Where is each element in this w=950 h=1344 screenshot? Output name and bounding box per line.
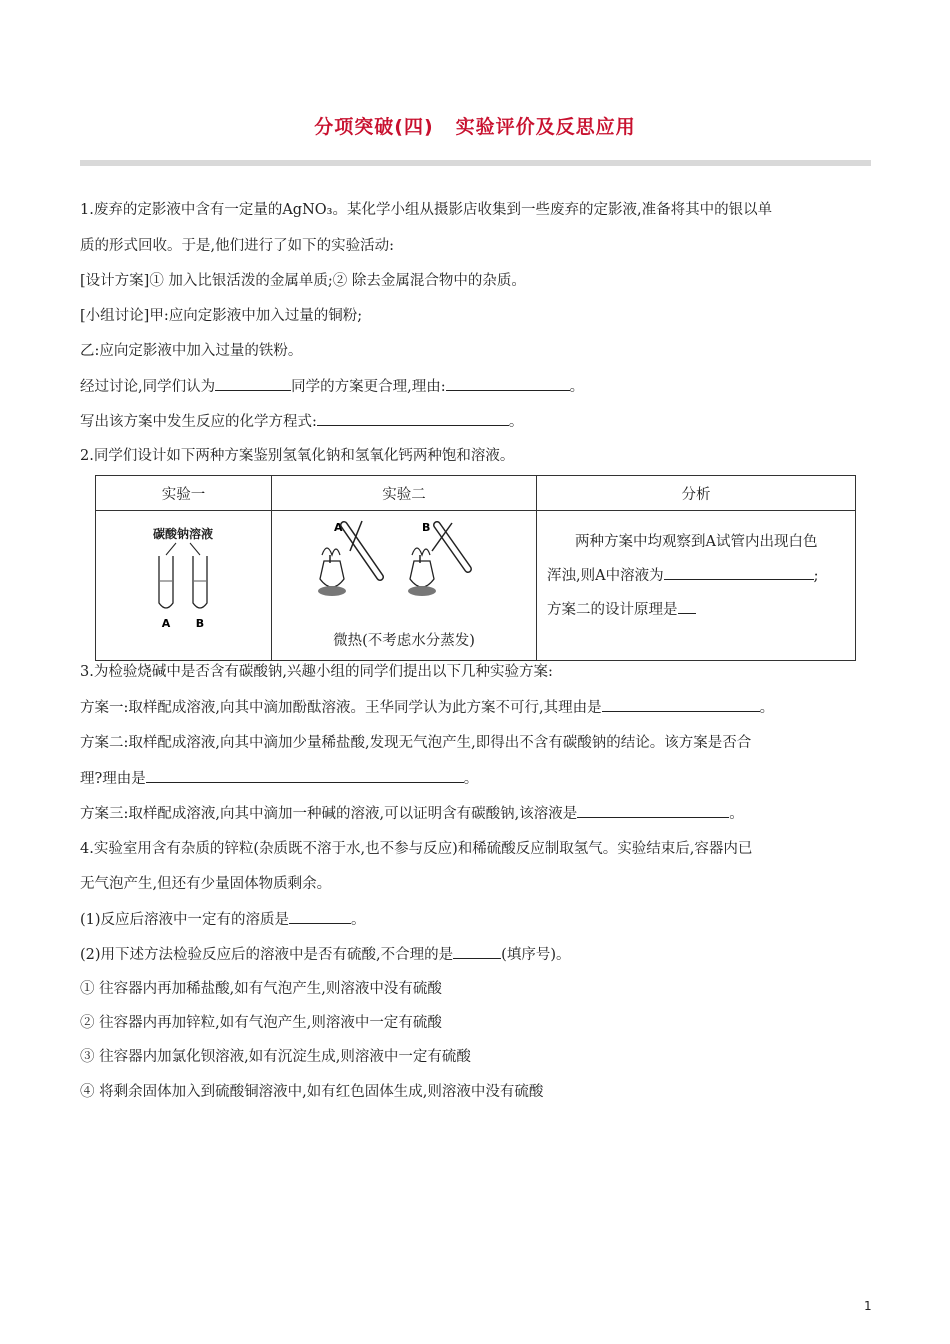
table-header-exp2: 实验二 [272, 476, 537, 511]
table-header-exp1: 实验一 [96, 476, 272, 511]
q3-line2-text: 方案一:取样配成溶液,向其中滴加酚酞溶液。王华同学认为此方案不可行,其理由是 [80, 700, 602, 716]
exp1-cell [96, 511, 272, 661]
exp2-cell [272, 511, 537, 661]
q4-option4: ④ 将剩余固体加入到硫酸铜溶液中,如有红色固体生成,则溶液中没有硫酸 [80, 1084, 544, 1100]
answer-blank-plan3[interactable] [577, 803, 729, 818]
q1-line3: [设计方案]① 加入比银活泼的金属单质;② 除去金属混合物中的杂质。 [80, 273, 526, 289]
test-tube-a-icon [159, 556, 173, 608]
arrow-icon [190, 543, 200, 555]
q4-line2: 无气泡产生,但还有少量固体物质剩余。 [80, 876, 332, 892]
analysis-line2-end: ; [813, 568, 819, 584]
table-header-analysis: 分析 [537, 476, 856, 511]
answer-blank-option[interactable] [453, 944, 501, 959]
tube-a-label: A [161, 617, 171, 630]
heating-figure [272, 511, 536, 621]
q3-line1: 3.为检验烧碱中是否含有碳酸钠,兴趣小组的同学们提出以下几种实验方案: [80, 664, 553, 680]
q1-line4: [小组讨论]甲:应向定影液中加入过量的铜粉; [80, 308, 363, 324]
title-part1: 分项突破(四) [314, 116, 434, 138]
q4-line3-end: 。 [351, 912, 366, 928]
q4-line4-end: (填序号)。 [501, 947, 571, 963]
q1-line7 [80, 411, 523, 432]
analysis-line2 [547, 559, 845, 593]
q3-line4 [80, 768, 478, 789]
page-number: 1 [864, 1299, 872, 1313]
title-part2: 实验评价及反思应用 [455, 116, 636, 138]
heating-setup-a-icon [318, 521, 380, 596]
q1-line7-text-a: 写出该方案中发生反应的化学方程式: [80, 414, 317, 430]
q1-line1: 1.废弃的定影液中含有一定量的AgNO₃。某化学小组从摄影店收集到一些废弃的定影液,准备将其中的银以单 [80, 202, 773, 218]
q4-line3 [80, 909, 366, 930]
q4-line4-text: (2)用下述方法检验反应后的溶液中是否有硫酸,不合理的是 [80, 947, 454, 963]
q1-line6 [80, 376, 584, 397]
analysis-cell [537, 511, 856, 661]
svg-text:A: A [334, 521, 343, 534]
q4-line1: 4.实验室用含有杂质的锌粒(杂质既不溶于水,也不参与反应)和稀硫酸反应制取氢气。实验结束后,容器内已 [80, 841, 753, 857]
test-tube-b-icon [193, 556, 207, 608]
q4-option3: ③ 往容器内加氯化钡溶液,如有沉淀生成,则溶液中一定有硫酸 [80, 1049, 471, 1065]
q3-line3: 方案二:取样配成溶液,向其中滴加少量稀盐酸,发现无气泡产生,即得出不含有碳酸钠的结论。该方案是否合 [80, 735, 752, 751]
experiment-table [95, 475, 856, 661]
q3-line2-end: 。 [759, 700, 775, 716]
answer-blank-plan1[interactable] [602, 697, 760, 712]
analysis-line3-text: 方案二的设计原理是 [547, 602, 678, 618]
q3-line4-text: 理?理由是 [80, 771, 146, 787]
q1-line5: 乙:应向定影液中加入过量的铁粉。 [80, 343, 303, 359]
analysis-line2-text: 浑浊,则A中溶液为 [547, 568, 664, 584]
answer-blank-plan2[interactable] [146, 768, 464, 783]
q1-line7-text-b: 。 [508, 414, 524, 430]
answer-blank-equation[interactable] [317, 411, 509, 426]
arrow-icon [166, 543, 176, 555]
answer-blank-solution-a[interactable] [664, 565, 814, 580]
q1-line6-text-a: 经过讨论,同学们认为 [80, 379, 216, 395]
answer-blank-solute[interactable] [289, 909, 351, 924]
q3-line5-text: 方案三:取样配成溶液,向其中滴加一种碱的溶液,可以证明含有碳酸钠,该溶液是 [80, 806, 578, 822]
q1-line6-text-c: 。 [569, 379, 585, 395]
title-rule [80, 160, 871, 166]
q3-line5-end: 。 [729, 806, 744, 822]
page-title [0, 112, 950, 139]
q4-line3-text: (1)反应后溶液中一定有的溶质是 [80, 912, 290, 928]
q3-line2 [80, 697, 774, 718]
analysis-line3 [547, 593, 845, 627]
q4-line4 [80, 944, 570, 965]
q2-line1: 2.同学们设计如下两种方案鉴别氢氧化钠和氢氧化钙两种饱和溶液。 [80, 448, 515, 464]
heating-setup-b-icon [408, 521, 468, 596]
q3-line4-end: 。 [463, 771, 479, 787]
reagent-label: 碳酸钠溶液 [152, 527, 214, 541]
svg-text:B: B [422, 521, 431, 534]
test-tubes-figure [96, 511, 271, 656]
exp2-caption: 微热(不考虑水分蒸发) [333, 633, 475, 649]
answer-blank-principle[interactable] [678, 599, 696, 614]
q4-option2: ② 往容器内再加锌粒,如有气泡产生,则溶液中一定有硫酸 [80, 1015, 442, 1031]
q3-line5 [80, 803, 744, 824]
q1-line2: 质的形式回收。于是,他们进行了如下的实验活动: [80, 238, 394, 254]
answer-blank-student[interactable] [215, 376, 291, 391]
tube-b-label: B [195, 617, 205, 630]
q4-option1: ① 往容器内再加稀盐酸,如有气泡产生,则溶液中没有硫酸 [80, 981, 442, 997]
answer-blank-reason[interactable] [446, 376, 570, 391]
analysis-line1: 两种方案中均观察到A试管内出现白色 [575, 534, 818, 550]
q1-line6-text-b: 同学的方案更合理,理由: [291, 379, 446, 395]
